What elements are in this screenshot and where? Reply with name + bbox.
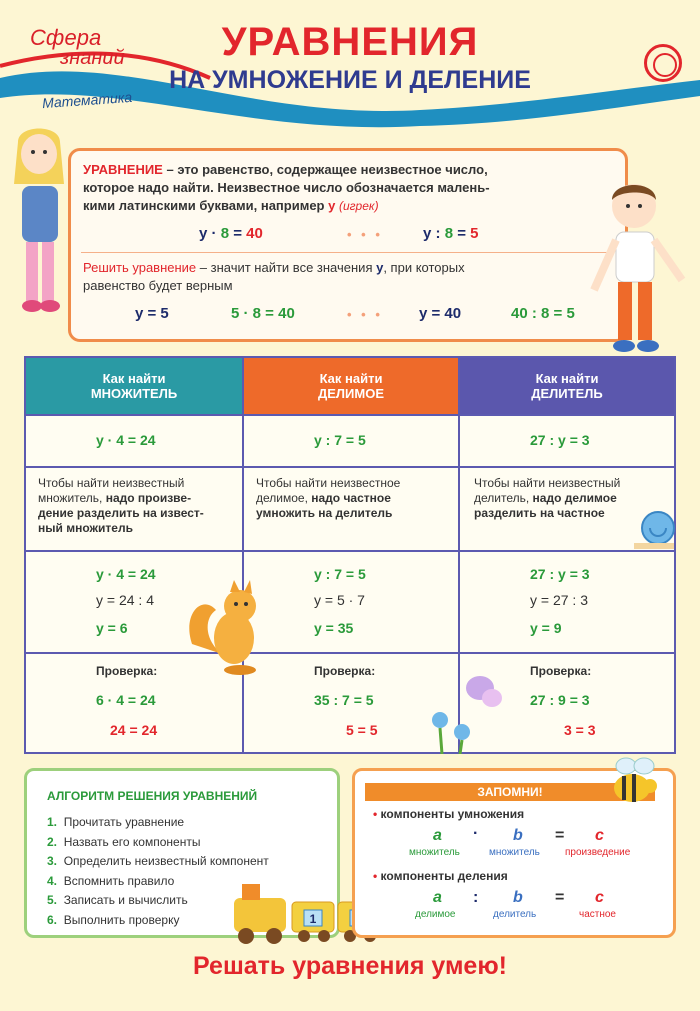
- mult-c: c: [595, 827, 604, 844]
- table-divider: [242, 358, 244, 752]
- div-op: :: [473, 889, 479, 906]
- solve-example4: 40 : 8 = 5: [511, 305, 575, 322]
- ex2-eq: =: [457, 225, 466, 242]
- solution-step: y = 24 : 4: [96, 592, 154, 608]
- list-item: [47, 852, 269, 872]
- snail-illustration: [632, 506, 676, 552]
- check-step: 27 : 9 = 3: [530, 692, 590, 708]
- bullet-icon: •: [373, 869, 378, 883]
- definition-divider: [81, 252, 611, 253]
- rule-bold: надо частное: [311, 491, 391, 505]
- rule-bold: умножить на делитель: [256, 506, 393, 520]
- solution-step: y = 6: [96, 620, 128, 636]
- solution-step: y = 9: [530, 620, 562, 636]
- rule-dividend: [256, 476, 452, 521]
- table-divider: [26, 414, 674, 416]
- eq-multiplier: [96, 432, 156, 448]
- step-number: 4.: [47, 873, 58, 888]
- rule-line: Чтобы найти неизвестное: [256, 476, 401, 490]
- ex1-c: 40: [246, 225, 263, 242]
- div-label-b: делитель: [493, 909, 537, 920]
- solve-term: Решить уравнение: [83, 260, 197, 275]
- header-multiplier: [26, 358, 242, 414]
- list-item: [47, 833, 269, 853]
- definition-line3: кими латинскими буквами, например: [83, 198, 329, 213]
- solve-example3: y = 40: [419, 305, 462, 322]
- solve-line1b: , при которых: [383, 260, 465, 275]
- mult-label-a: множитель: [409, 847, 460, 858]
- solve-var: y: [376, 260, 384, 275]
- rule-line: делитель,: [474, 491, 533, 505]
- solve-definition: [83, 259, 623, 295]
- eq-dividend: y : 7 = 5: [314, 432, 366, 448]
- mult-b: b: [513, 827, 523, 844]
- ex2-b: 8: [444, 225, 454, 242]
- div-label-a: делимое: [415, 909, 456, 920]
- page-title: УРАВНЕНИЯ: [221, 20, 479, 64]
- wagon-1-number: 1: [309, 912, 317, 926]
- ex1-b: 8: [220, 225, 230, 242]
- ex2-c: 5: [470, 225, 479, 242]
- header-multiplier-line2: МНОЖИТЕЛЬ: [90, 386, 178, 401]
- step-text: Записать и вычислить: [63, 893, 188, 907]
- ex2-op: :: [435, 225, 441, 242]
- div-title-text: компоненты деления: [380, 869, 508, 883]
- mult-a: a: [433, 827, 442, 844]
- rule-multiplier: [38, 476, 234, 536]
- check-label: Проверка:: [96, 664, 158, 678]
- solve-line1: – значит найти все значения: [196, 260, 377, 275]
- girl-illustration: [8, 124, 74, 320]
- example-multiply: [199, 225, 263, 242]
- solve-separator: • • •: [347, 307, 383, 322]
- solution-step: y · 4 = 24: [96, 566, 156, 582]
- footer-slogan: Решать уравнения умею!: [192, 952, 508, 980]
- solution-step: y = 35: [314, 620, 354, 636]
- rule-line: делимое,: [256, 491, 312, 505]
- list-item: [47, 813, 269, 833]
- example-separator: • • •: [347, 227, 383, 242]
- header-divisor: [460, 358, 674, 414]
- definition-var: y: [328, 198, 336, 213]
- header-divisor-line2: ДЕЛИТЕЛЬ: [531, 386, 603, 401]
- publisher-seal-icon: [644, 44, 682, 82]
- table-divider: [26, 550, 674, 552]
- div-b: b: [513, 889, 523, 906]
- step-number: 5.: [47, 893, 58, 907]
- check-step: 24 = 24: [110, 722, 158, 738]
- ex1-var: y: [199, 225, 208, 242]
- rule-bold: дение разделить на извест-: [38, 506, 204, 520]
- mult-op: ·: [473, 825, 479, 842]
- definition-box: [68, 148, 628, 342]
- rule-bold: разделить на частное: [474, 506, 605, 520]
- step-number: 2.: [47, 834, 58, 849]
- header-dividend-line2: ДЕЛИМОЕ: [317, 386, 384, 401]
- bee-illustration: [600, 752, 664, 814]
- check-step: 35 : 7 = 5: [314, 692, 374, 708]
- solve-example1: y = 5: [135, 305, 169, 322]
- step-text: Выполнить проверку: [63, 912, 180, 927]
- rule-line: Чтобы найти неизвестный: [38, 476, 185, 490]
- step-number: 6.: [47, 912, 58, 927]
- header-dividend: [244, 358, 458, 414]
- rule-bold: надо делимое: [532, 491, 617, 505]
- definition-var-hint: (игрек): [338, 199, 379, 213]
- mult-eq: =: [555, 827, 565, 844]
- remember-title: ЗАПОМНИ!: [365, 783, 655, 801]
- definition-line2: которое надо найти. Неизвестное число обозначается малень-: [83, 180, 490, 195]
- solve-example2: 5 · 8 = 40: [231, 305, 295, 322]
- div-components-title: [373, 869, 508, 883]
- squirrel-illustration: [182, 574, 268, 678]
- mult-title-text: компоненты умножения: [380, 807, 525, 821]
- step-text: Определить неизвестный компонент: [63, 854, 269, 868]
- mult-label-c: произведение: [565, 847, 631, 858]
- solution-step: y : 7 = 5: [314, 566, 366, 582]
- boy-illustration: [590, 180, 690, 358]
- header-multiplier-line1: Как найти: [102, 371, 166, 386]
- div-label-c: частное: [579, 909, 616, 920]
- step-text: Прочитать уравнение: [63, 815, 185, 829]
- div-c: c: [595, 889, 604, 906]
- solution-step: 27 : y = 3: [530, 566, 590, 582]
- step-number: 1.: [47, 815, 58, 829]
- eq-divisor: 27 : y = 3: [530, 432, 590, 448]
- solution-step: y = 5 · 7: [314, 592, 365, 608]
- div-eq: =: [555, 889, 565, 906]
- subject-label: Математика: [41, 88, 133, 112]
- solve-line2: равенство будет верным: [83, 278, 233, 293]
- logo-line2: знаний: [60, 47, 125, 69]
- ex2-var: y: [423, 225, 432, 242]
- check-label: Проверка:: [530, 664, 592, 678]
- header-divisor-line1: Как найти: [535, 371, 599, 386]
- rule-line: множитель,: [38, 491, 106, 505]
- step-number: 3.: [47, 854, 58, 868]
- ex1-op: ·: [211, 225, 217, 242]
- definition-term: УРАВНЕНИЕ: [83, 162, 163, 177]
- example-divide: [423, 225, 478, 242]
- step-text: Назвать его компоненты: [63, 834, 201, 849]
- logo-line1: Сфера: [30, 25, 102, 50]
- rule-line: Чтобы найти неизвестный: [474, 476, 621, 490]
- bullet-icon: •: [373, 807, 378, 821]
- table-divider: [26, 466, 674, 468]
- check-step: 5 = 5: [346, 722, 378, 738]
- eq-text: y · 4 = 24: [96, 432, 156, 448]
- table-divider: [26, 652, 674, 654]
- check-step: 6 · 4 = 24: [96, 692, 156, 708]
- solution-step: y = 27 : 3: [530, 592, 588, 608]
- check-step: 3 = 3: [564, 722, 596, 738]
- mult-components-title: [373, 807, 524, 821]
- definition-text: [83, 161, 623, 215]
- rule-bold: надо произве-: [105, 491, 192, 505]
- rules-table: [24, 356, 676, 754]
- div-a: a: [433, 889, 442, 906]
- butterfly-flowers-illustration: [422, 670, 506, 754]
- algorithm-title: АЛГОРИТМ РЕШЕНИЯ УРАВНЕНИЙ: [47, 789, 258, 803]
- step-text: Вспомнить правило: [63, 873, 175, 888]
- definition-line1: – это равенство, содержащее неизвестное число,: [162, 162, 488, 177]
- rule-bold: ный множитель: [38, 521, 133, 535]
- page-subtitle: НА УМНОЖЕНИЕ И ДЕЛЕНИЕ: [169, 66, 531, 94]
- mult-label-b: множитель: [489, 847, 540, 858]
- ex1-eq: =: [233, 225, 242, 242]
- header-dividend-line1: Как найти: [319, 371, 383, 386]
- check-label: Проверка:: [314, 664, 376, 678]
